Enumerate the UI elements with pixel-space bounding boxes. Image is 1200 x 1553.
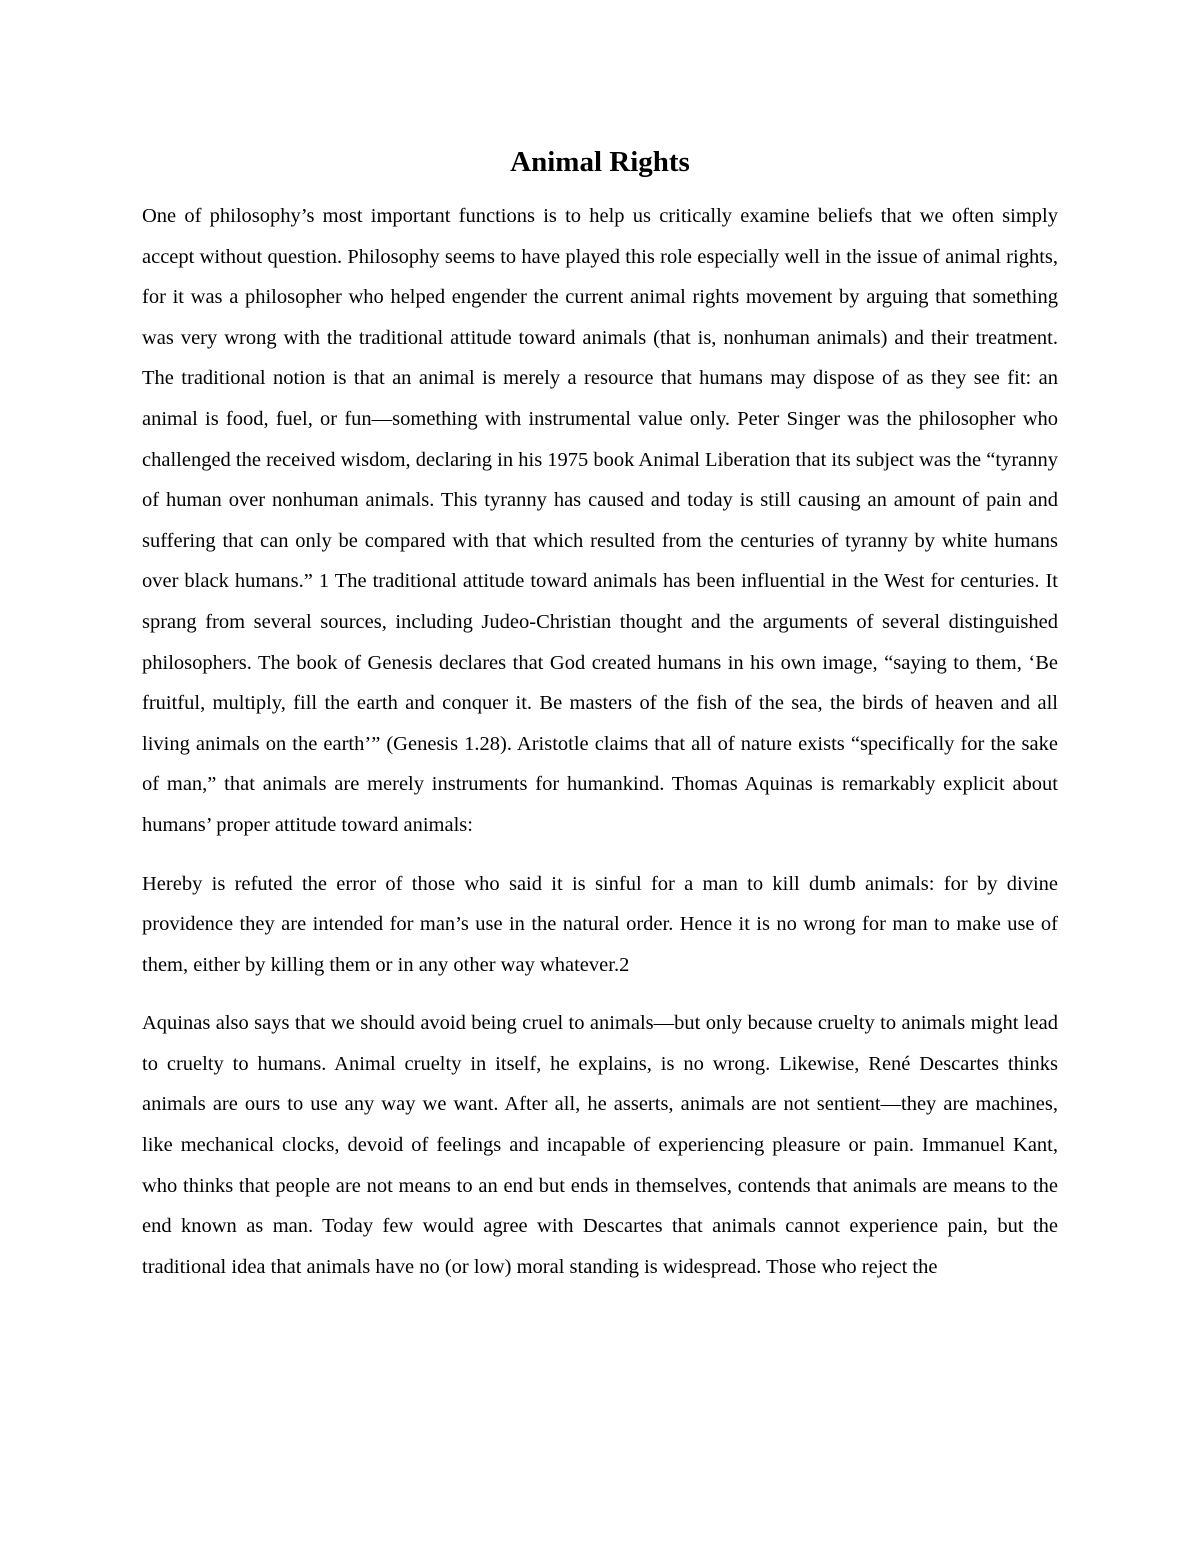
document-body [142, 140, 1058, 1287]
paragraph-aquinas-quote: Hereby is refuted the error of those who said it is sinful for a man to kill dumb animals: for by divine providence they are intended for man’s use in the natural order. Hence it is no wrong for man to make use of them, either by killing them or in any other way whatever.2 [142, 872, 1058, 976]
paragraph-continuation: Aquinas also says that we should avoid being cruel to animals—but only because cruelty to animals might lead to cruelty to humans. Animal cruelty in itself, he explains, is no wrong. Likewise, René Descartes thinks animals are ours to use any way we want. After all, he asserts, animals are not sentient—they are machines, like mechanical clocks, devoid of feelings and incapable of experiencing pleasure or pain. Immanuel Kant, who thinks that people are not means to an end but ends in themselves, contends that animals are means to the end known as man. Today few would agree with Descartes that animals cannot experience pain, but the traditional idea that animals have no (or low) moral standing is widespread. Those who reject the [142, 1012, 1058, 1278]
paragraph-intro: One of philosophy’s most important functions is to help us critically examine beliefs that we often simply accept without question. Philosophy seems to have played this role especially well in the issue of animal rights, for it was a philosopher who helped engender the current animal rights movement by arguing that something was very wrong with the traditional attitude toward animals (that is, nonhuman animals) and their treatment. The traditional notion is that an animal is merely a resource that humans may dispose of as they see fit: an animal is food, fuel, or fun—something with instrumental value only. Peter Singer was the philosopher who challenged the received wisdom, declaring in his 1975 book Animal Liberation that its subject was the “tyranny of human over nonhuman animals. This tyranny has caused and today is still causing an amount of pain and suffering that can only be compared with that which resulted from the centuries of tyranny by white humans over black humans.” 1 The traditional attitude toward animals has been influential in the West for centuries. It sprang from several sources, including Judeo-Christian thought and the arguments of several distinguished philosophers. The book of Genesis declares that God created humans in his own image, “saying to them, ‘Be fruitful, multiply, fill the earth and conquer it. Be masters of the fish of the sea, the birds of heaven and all living animals on the earth’” (Genesis 1.28). Aristotle claims that all of nature exists “specifically for the sake of man,” that animals are merely instruments for humankind. Thomas Aquinas is remarkably explicit about humans’ proper attitude toward animals: [142, 205, 1058, 836]
document-title: Animal Rights [510, 146, 690, 178]
